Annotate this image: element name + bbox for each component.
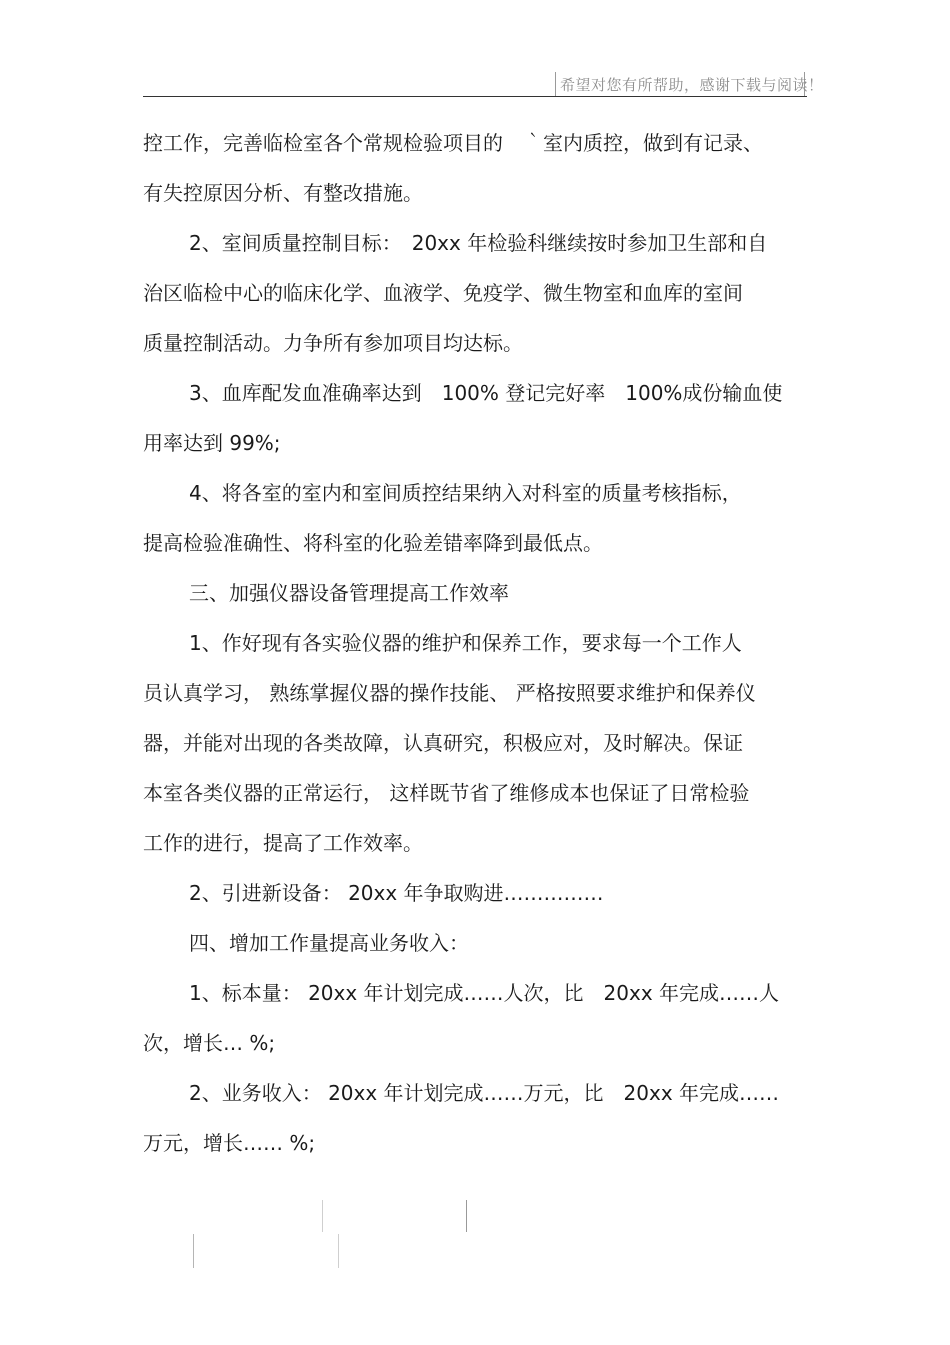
header-rule: [143, 96, 807, 97]
text-line: 4、将各室的室内和室间质控结果纳入对科室的质量考核指标，: [189, 481, 742, 505]
header-note: 希望对您有所帮助，感谢下载与阅读！: [560, 76, 824, 94]
text-line: 有失控原因分析、有整改措施。: [143, 181, 423, 205]
text-line: 器，并能对出现的各类故障，认真研究，积极应对，及时解决。保证: [143, 731, 743, 755]
text-line: 用率达到 99%;: [143, 431, 281, 455]
section-heading: 四、增加工作量提高业务收入：: [189, 931, 469, 955]
text-line: 提高检验准确性、将科室的化验差错率降到最低点。: [143, 531, 603, 555]
table-border-fragment: [466, 1200, 467, 1232]
header-note-box: [555, 72, 824, 96]
text-line: 万元，增长…… %;: [143, 1131, 316, 1155]
text-line: 治区临检中心的临床化学、血液学、免疫学、微生物室和血库的室间: [143, 281, 743, 305]
text-line: 2、室间质量控制目标： 20xx 年检验科继续按时参加卫生部和自: [189, 231, 768, 255]
text-line: 2、引进新设备： 20xx 年争取购进……………: [189, 881, 604, 905]
text-line: 控工作，完善临检室各个常规检验项目的 ｀室内质控，做到有记录、: [143, 131, 763, 155]
table-border-fragment: [322, 1200, 323, 1232]
table-border-fragment: [338, 1234, 339, 1268]
text-line: 1、作好现有各实验仪器的维护和保养工作，要求每一个工作人: [189, 631, 742, 655]
table-border-fragment: [193, 1234, 194, 1268]
document-body: [143, 118, 813, 1168]
text-line: 1、标本量： 20xx 年计划完成……人次，比 20xx 年完成……人: [189, 981, 780, 1005]
text-line: 本室各类仪器的正常运行， 这样既节省了维修成本也保证了日常检验: [143, 781, 750, 805]
text-line: 质量控制活动。力争所有参加项目均达标。: [143, 331, 523, 355]
text-line: 3、血库配发血准确率达到 100% 登记完好率 100%成份输血使: [189, 381, 783, 405]
text-line: 员认真学习， 熟练掌握仪器的操作技能、 严格按照要求维护和保养仪: [143, 681, 756, 705]
text-line: 次，增长… %;: [143, 1031, 276, 1055]
text-line: 工作的进行，提高了工作效率。: [143, 831, 423, 855]
text-line: 2、业务收入： 20xx 年计划完成……万元，比 20xx 年完成……: [189, 1081, 780, 1105]
section-heading: 三、加强仪器设备管理提高工作效率: [189, 581, 509, 605]
